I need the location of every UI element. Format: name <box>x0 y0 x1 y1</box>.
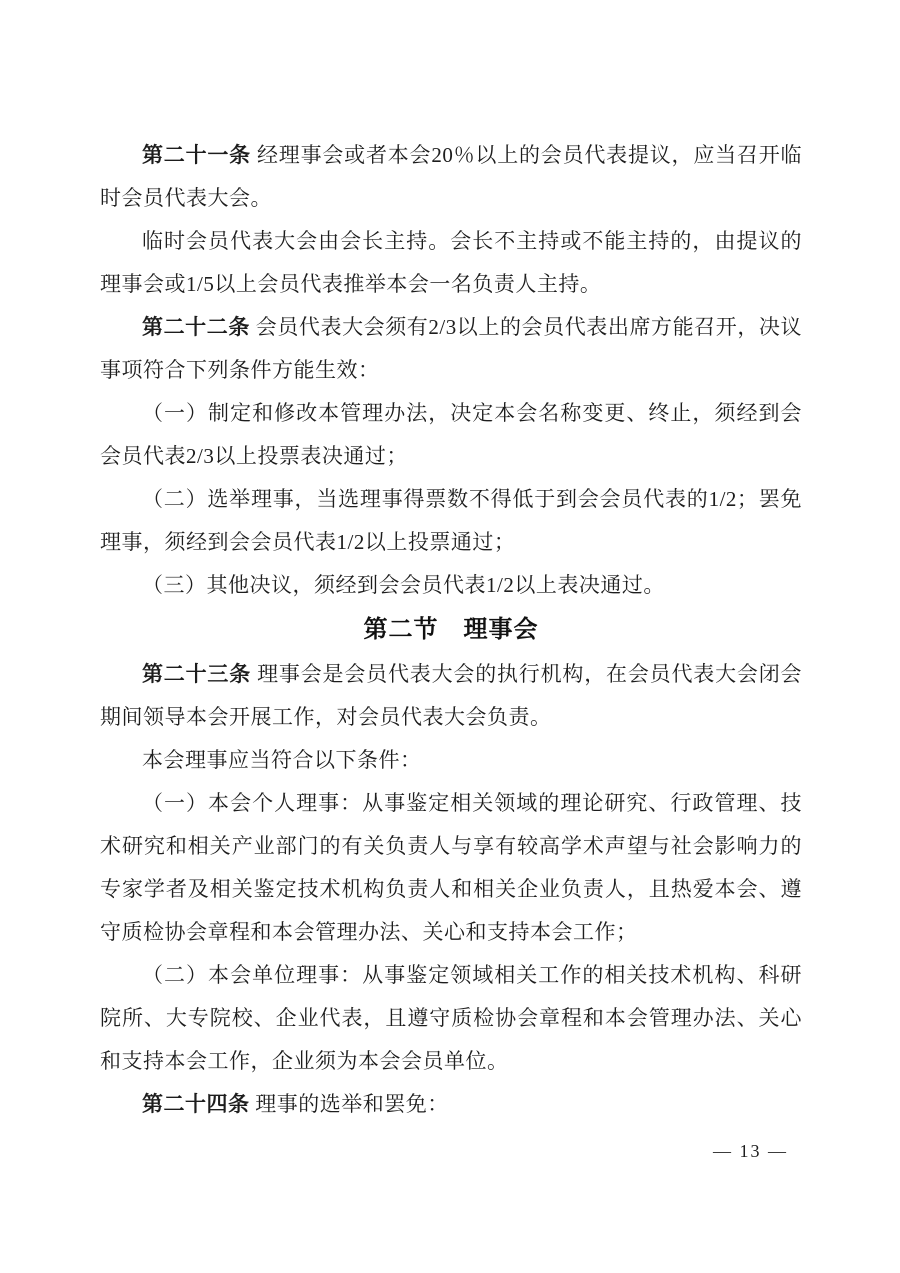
body-paragraph <box>100 392 802 478</box>
article-number: 第二十一条 <box>142 143 251 167</box>
body-paragraph <box>100 564 802 607</box>
body-paragraph <box>100 306 802 392</box>
article-number: 第二十四条 <box>142 1092 250 1116</box>
body-paragraph <box>100 1083 802 1126</box>
paragraph-text: （二）本会单位理事：从事鉴定领域相关工作的相关技术机构、科研院所、大专院校、企业代表，且遵守质检协会章程和本会管理办法、关心和支持本会工作，企业须为本会会员单位。 <box>100 963 802 1073</box>
paragraph-text: 临时会员代表大会由会长主持。会长不主持或不能主持的，由提议的理事会或1/5以上会员代表推举本会一名负责人主持。 <box>100 229 802 296</box>
body-paragraph <box>100 782 802 954</box>
article-number: 第二十三条 <box>142 662 252 686</box>
paragraph-text: （一）制定和修改本管理办法，决定本会名称变更、终止，须经到会会员代表2/3以上投票表决通过； <box>100 401 802 468</box>
body-paragraph <box>100 653 802 739</box>
paragraph-text: 理事会是会员代表大会的执行机构，在会员代表大会闭会期间领导本会开展工作，对会员代表大会负责。 <box>100 662 803 729</box>
page-number: — 13 — <box>713 1141 788 1161</box>
body-paragraph <box>100 478 802 564</box>
paragraph-text: 会员代表大会须有2/3以上的会员代表出席方能召开，决议事项符合下列条件方能生效： <box>100 315 803 382</box>
body-paragraph <box>100 220 802 306</box>
article-number: 第二十二条 <box>142 315 250 339</box>
document-body <box>100 134 802 1126</box>
section-heading: 第二节 理事会 <box>363 616 539 643</box>
paragraph-text: 理事的选举和罢免： <box>255 1092 449 1116</box>
paragraph-text: （三）其他决议，须经到会会员代表1/2以上表决通过。 <box>142 573 665 597</box>
body-paragraph <box>100 954 802 1083</box>
paragraph-text: （二）选举理事，当选理事得票数不得低于到会会员代表的1/2；罢免理事，须经到会会员代表1/2以上投票通过； <box>100 487 802 554</box>
paragraph-text: 本会理事应当符合以下条件： <box>142 748 422 772</box>
paragraph-text: （一）本会个人理事：从事鉴定相关领域的理论研究、行政管理、技术研究和相关产业部门的有关负责人与享有较高学术声望与社会影响力的专家学者及相关鉴定技术机构负责人和相关企业负责人，且热爱本会、遵守质检协会章程和本会管理办法、关心和支持本会工作； <box>100 791 802 944</box>
body-paragraph <box>100 134 802 220</box>
paragraph-text: 经理事会或者本会20％以上的会员代表提议，应当召开临时会员代表大会。 <box>100 143 803 210</box>
body-paragraph <box>100 739 802 782</box>
